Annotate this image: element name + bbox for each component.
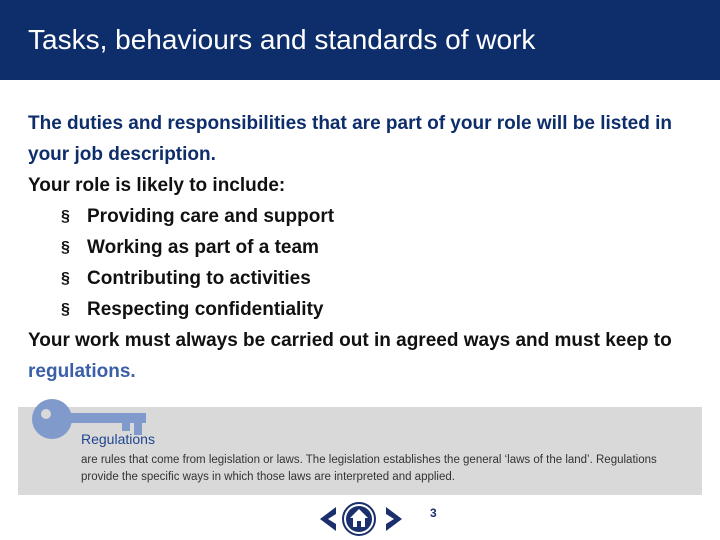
list-item-text: Working as part of a team (87, 237, 319, 258)
bullet-marker: § (61, 301, 70, 318)
slide-body (28, 108, 688, 387)
definition-text: are rules that come from legislation or laws. The legislation establishes the general ‘laws of the land’. Regulations provide the specific ways in which those laws are interpreted and applied. (81, 454, 657, 483)
title-banner (0, 0, 720, 80)
closing-paragraph (28, 325, 688, 387)
page-number: 3 (430, 506, 437, 520)
list-item-text: Providing care and support (87, 206, 335, 227)
list-item-text: Contributing to activities (87, 268, 311, 289)
definition-term: Regulations (81, 431, 155, 447)
bullet-marker: § (61, 239, 70, 256)
chevron-left-icon[interactable] (316, 505, 342, 533)
role-bullet-list (28, 201, 688, 325)
closing-text: Your work must always be carried out in agreed ways and must keep to (28, 330, 672, 351)
intro-paragraph: The duties and responsibilities that are part of your role will be listed in your job description. (28, 113, 673, 165)
list-item-text: Respecting confidentiality (87, 299, 324, 320)
list-item (28, 294, 688, 325)
bullet-marker: § (61, 208, 70, 225)
bullet-marker: § (61, 270, 70, 287)
chevron-right-icon[interactable] (380, 505, 406, 533)
list-item (28, 263, 688, 294)
home-icon[interactable] (342, 502, 376, 536)
definition-box (18, 407, 702, 495)
page-title: Tasks, behaviours and standards of work (28, 24, 536, 55)
regulations-link[interactable]: regulations. (28, 361, 136, 382)
lead-paragraph: Your role is likely to include: (28, 175, 286, 196)
list-item (28, 201, 688, 232)
list-item (28, 232, 688, 263)
